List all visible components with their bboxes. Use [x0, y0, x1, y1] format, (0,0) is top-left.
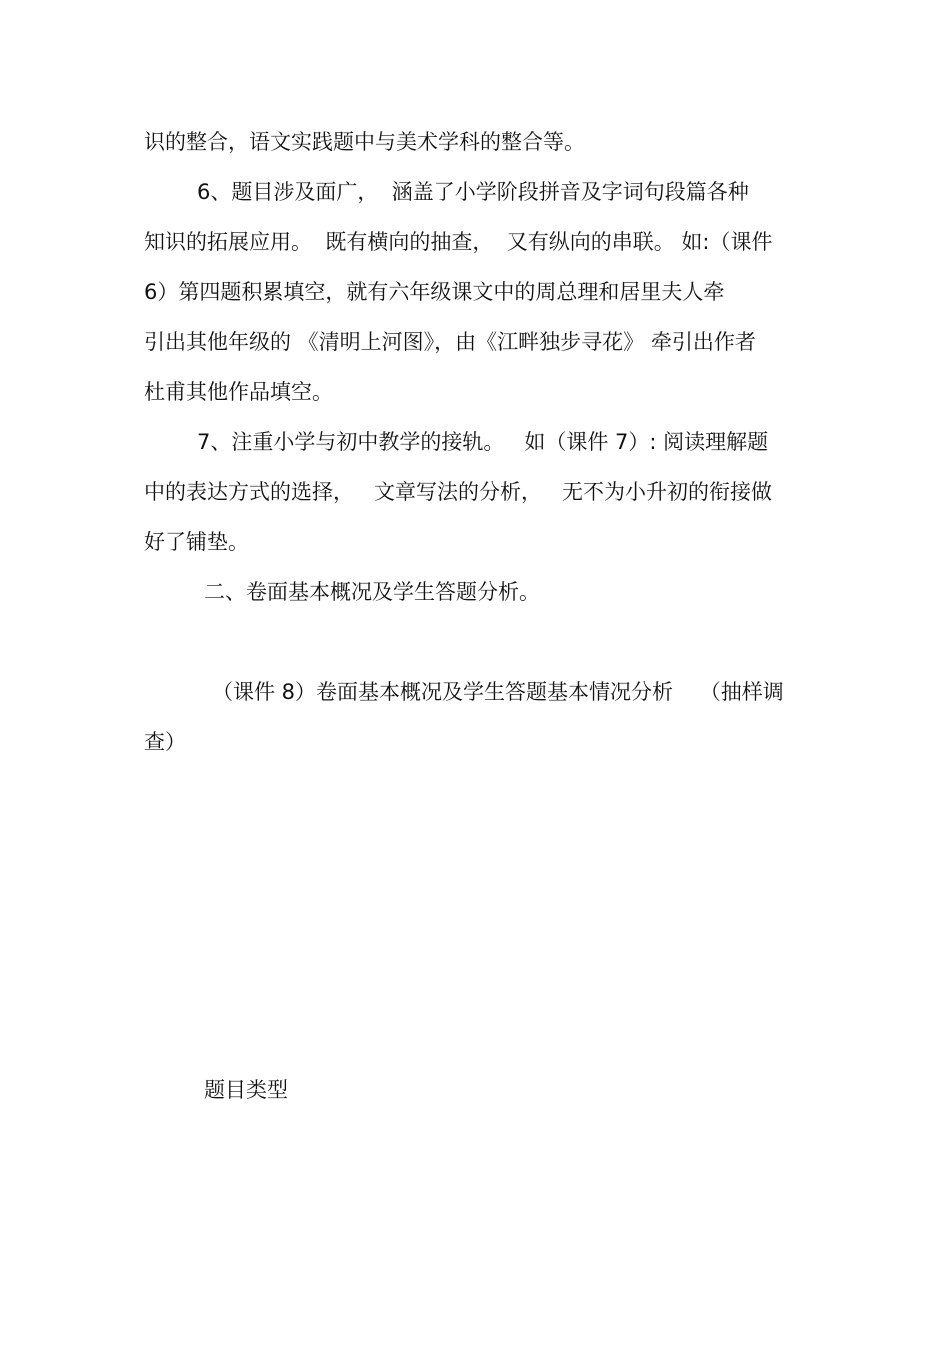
paragraph-7-line-1: 7、注重小学与初中教学的接轨。 如（课件 7）: 阅读理解题 — [197, 430, 769, 454]
paragraph-7-line-2: 中的表达方式的选择， 文章写法的分析， 无不为小升初的衔接做 — [144, 480, 773, 504]
courseware-8-line-1: （课件 8）卷面基本概况及学生答题基本情况分析 （抽样调 — [212, 680, 784, 704]
paragraph-6-line-2: 知识的拓展应用。 既有横向的抽查， 又有纵向的串联。 如:（课件 — [144, 230, 773, 254]
table-label-question-type: 题目类型 — [204, 1078, 288, 1102]
paragraph-7-line-3: 好了铺垫。 — [144, 530, 249, 554]
paragraph-6-line-4: 引出其他年级的 《清明上河图》，由《江畔独步寻花》 牵引出作者 — [144, 330, 756, 354]
paragraph-6-line-1: 6、题目涉及面广， 涵盖了小学阶段拼音及字词句段篇各种 — [197, 180, 749, 204]
section-2-heading: 二、卷面基本概况及学生答题分析。 — [204, 580, 540, 604]
courseware-8-line-2: 查） — [144, 730, 186, 754]
paragraph-5-tail-line-1: 识的整合，语文实践题中与美术学科的整合等。 — [144, 130, 585, 154]
paragraph-6-line-5: 杜甫其他作品填空。 — [144, 380, 333, 404]
paragraph-6-line-3: 6）第四题积累填空，就有六年级课文中的周总理和居里夫人牵 — [144, 280, 725, 304]
